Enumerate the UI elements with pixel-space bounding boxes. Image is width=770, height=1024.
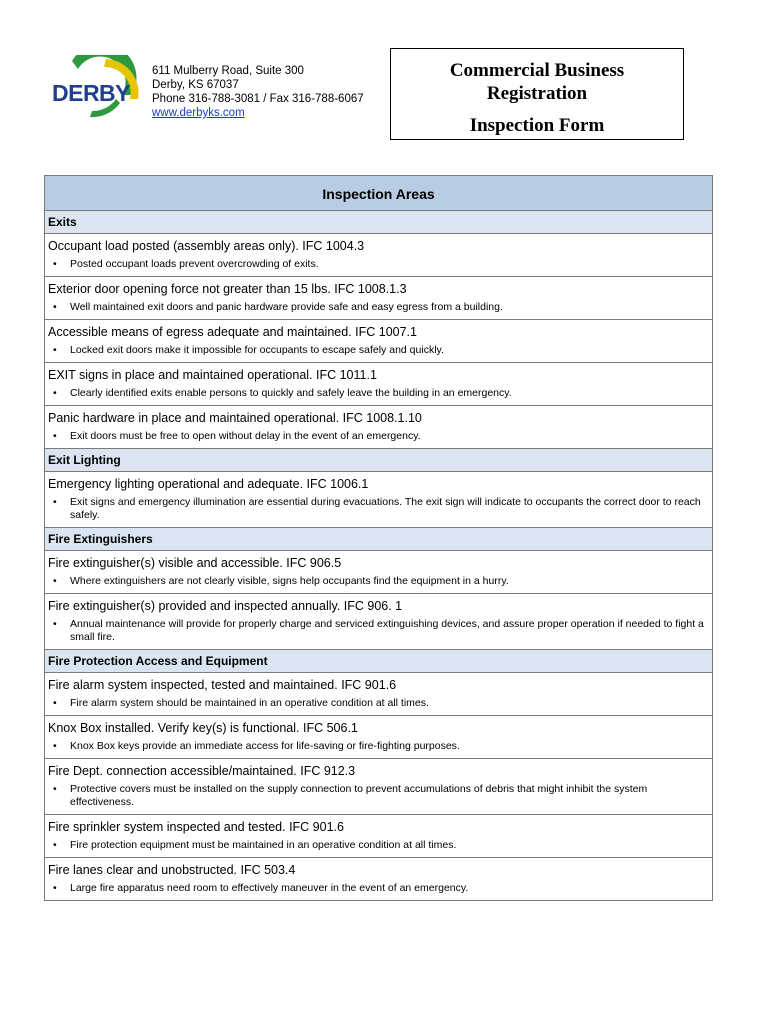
bullet-icon: •: [53, 697, 57, 709]
inspection-item: [45, 363, 712, 406]
bullet-icon: •: [53, 575, 57, 587]
form-subtitle: Inspection Form: [469, 115, 605, 136]
form-title: [391, 59, 683, 105]
bullet-icon: •: [53, 258, 57, 270]
title-line-2: Registration: [486, 83, 588, 104]
address-line2: Derby, KS 67037: [152, 79, 239, 91]
logo-wordmark: DERBY: [52, 80, 131, 106]
item-heading: Fire extinguisher(s) provided and inspected annually. IFC 906. 1: [48, 599, 403, 613]
item-heading: Panic hardware in place and maintained operational. IFC 1008.1.10: [48, 411, 422, 425]
bullet-icon: •: [53, 618, 57, 630]
bullet-icon: •: [53, 882, 57, 894]
bullet-icon: •: [53, 344, 57, 356]
bullet-icon: •: [53, 839, 57, 851]
item-note: Protective covers must be installed on the supply connection to prevent accumulations of debris that might inhibit the system effectiveness.: [70, 783, 648, 808]
website-link[interactable]: www.derbyks.com: [152, 107, 245, 119]
inspection-item: [45, 716, 712, 759]
inspection-item: [45, 234, 712, 277]
section-title: Exit Lighting: [45, 449, 712, 472]
inspection-item: [45, 406, 712, 449]
bullet-icon: •: [53, 387, 57, 399]
item-note: Posted occupant loads prevent overcrowding of exits.: [70, 258, 319, 270]
item-heading: Fire Dept. connection accessible/maintained. IFC 912.3: [48, 764, 356, 778]
inspection-item: [45, 858, 712, 900]
inspection-table: [44, 175, 713, 901]
item-note: Clearly identified exits enable persons to quickly and safely leave the building in an emergency.: [70, 387, 512, 399]
item-heading: Exterior door opening force not greater than 15 lbs. IFC 1008.1.3: [48, 282, 407, 296]
item-heading: Emergency lighting operational and adequate. IFC 1006.1: [48, 477, 369, 491]
inspection-item: [45, 815, 712, 858]
section-title: Fire Protection Access and Equipment: [45, 650, 712, 673]
item-note: Exit signs and emergency illumination are essential during evacuations. The exit sign will indicate to occupants the correct door to reach safely.: [70, 496, 701, 521]
item-heading: Knox Box installed. Verify key(s) is functional. IFC 506.1: [48, 721, 358, 735]
address-block: [152, 64, 364, 120]
inspection-item: [45, 277, 712, 320]
inspection-item: [45, 594, 712, 650]
item-heading: Fire sprinkler system inspected and tested. IFC 901.6: [48, 820, 344, 834]
address-line1: 611 Mulberry Road, Suite 300: [152, 65, 304, 77]
item-heading: Occupant load posted (assembly areas only). IFC 1004.3: [48, 239, 365, 253]
item-heading: EXIT signs in place and maintained operational. IFC 1011.1: [48, 368, 377, 382]
item-note: Fire protection equipment must be maintained in an operative condition at all times.: [70, 839, 457, 851]
title-line-1: Commercial Business: [449, 60, 625, 81]
item-note: Where extinguishers are not clearly visible, signs help occupants find the equipment in a hurry.: [70, 575, 509, 587]
item-note: Knox Box keys provide an immediate access for life-saving or fire-fighting purposes.: [70, 740, 460, 752]
inspection-item: [45, 472, 712, 528]
derby-logo: [50, 55, 142, 121]
item-heading: Fire alarm system inspected, tested and maintained. IFC 901.6: [48, 678, 397, 692]
item-note: Well maintained exit doors and panic hardware provide safe and easy egress from a building.: [70, 301, 503, 313]
item-heading: Accessible means of egress adequate and maintained. IFC 1007.1: [48, 325, 417, 339]
item-note: Large fire apparatus need room to effectively maneuver in the event of an emergency.: [70, 882, 469, 894]
item-note: Locked exit doors make it impossible for occupants to escape safely and quickly.: [70, 344, 444, 356]
inspection-item: [45, 551, 712, 594]
item-note: Annual maintenance will provide for properly charge and serviced extinguishing devices, and assure proper operation if needed to fight a small fire.: [70, 618, 704, 643]
item-heading: Fire lanes clear and unobstructed. IFC 503.4: [48, 863, 296, 877]
bullet-icon: •: [53, 740, 57, 752]
inspection-item: [45, 673, 712, 716]
table-heading: Inspection Areas: [45, 176, 712, 211]
bullet-icon: •: [53, 301, 57, 313]
phone-fax: Phone 316-788-3081 / Fax 316-788-6067: [152, 93, 364, 105]
bullet-icon: •: [53, 430, 57, 442]
section-title: Fire Extinguishers: [45, 528, 712, 551]
bullet-icon: •: [53, 496, 57, 508]
section-title: Exits: [45, 211, 712, 234]
item-heading: Fire extinguisher(s) visible and accessible. IFC 906.5: [48, 556, 342, 570]
bullet-icon: •: [53, 783, 57, 795]
item-note: Fire alarm system should be maintained in an operative condition at all times.: [70, 697, 429, 709]
form-title-box: [390, 48, 684, 140]
inspection-item: [45, 320, 712, 363]
inspection-item: [45, 759, 712, 815]
item-note: Exit doors must be free to open without delay in the event of an emergency.: [70, 430, 421, 442]
